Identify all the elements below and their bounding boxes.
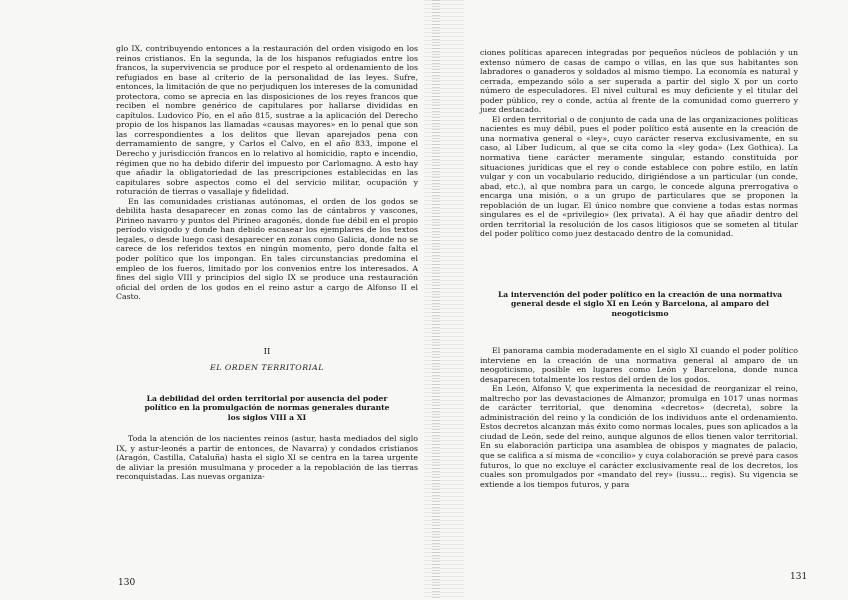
chapter-number: II: [263, 347, 271, 357]
subheading: La intervención del poder político en la creación de una normativa general desde el siglo XI en León y Barcelona, al amparo del neogoticismo: [497, 290, 783, 318]
paragraph: En las comunidades cristianas autónomas, el orden de los godos se debilita hasta desaparecer en zonas como las de cántabros y vascones, Pirineo navarro y puntos del Pirineo aragonés, donde fue débil en el propio período visigodo y donde han debido escasear los ejemplares de los textos legales, o desde luego casi desaparecer en zonas como Galicia, donde no se carece de los referidos textos en ningún momento, pero donde falta el poder político que los impongan. En tales circunstancias predomina el empleo de los fueros, limitado por los convenios entre los interesados. A fines del siglo VIII y principios del siglo IX se produce una restauración oficial del orden de los godos en el reino astur a cargo de Alfonso II el Casto.: [116, 196, 418, 302]
paragraph: ciones políticas aparecen integradas por pequeños núcleos de población y un extenso número de casas de campo o villas, en las que sus habitantes son labradores o ganaderos y soldados al mismo tiempo. La economía es natural y cerrada, empezando sólo a ser superada a partir del siglo X por un corto número de especuladores. El nivel cultural es muy deficiente y el titular del poder público, rey o conde, actúa al frente de la comunidad como guerrero y juez destacado.: [480, 48, 798, 115]
left-body-text-bottom: [116, 434, 418, 482]
paragraph: El orden territorial o de conjunto de cada una de las organizaciones políticas nacientes es muy débil, pues el poder político está ausente en la creación de una normativa general o «ley», cuyo carácter reserva exclusivamente, en su caso, al Liber Iudicum, al que se cita como la «ley goda» (Lex Gothica). La normativa tiene carácter meramente singular, estando constituida por situaciones jurídicas que el rey o conde establece con pobre estilo, en latín vulgar y con un vocabulario reducido, dirigiéndose a un particular (un conde, abad, etc.), al que nombra para un cargo, le concede alguna prerrogativa o encarga una misión, o a un grupo de particulares que se proponen la repoblación de un lugar. El único nombre que conviene a todas estas normas singulares es el de «privilegio» (lex privata). A él hay que añadir dentro del orden territorial la resolución de los casos litigiosos que se someten al titular del poder político como juez destacado dentro de la comunidad.: [480, 114, 798, 239]
paragraph: Toda la atención de los nacientes reinos (astur, hasta mediados del siglo IX, y astur-leonés a partir de entonces, de Navarra) y condados cristianos (Aragón, Castilla, Cataluña) hasta el siglo XI se centra en la tarea urgente de aliviar la presión musulmana y proceder a la repoblación de las tierras reconquistadas. Las nuevas organiza-: [116, 434, 418, 482]
subheading: La debilidad del orden territorial por ausencia del poder político en la promulgación de normas generales durante los siglos VIII a XI: [144, 394, 390, 422]
left-body-text-top: [116, 44, 418, 302]
section-title: EL ORDEN TERRITORIAL: [210, 363, 324, 372]
page-number: 131: [790, 572, 808, 582]
page-edge: [432, 0, 440, 600]
paragraph: glo IX, contribuyendo entonces a la restauración del orden visigodo en los reinos cristianos. En la segunda, la de los hispanos refugiados entre los francos, la supervivencia se produce por el respeto al ordenamiento de los refugiados en base al criterio de la personalidad de las leyes. Sufre, entonces, la limitación de que no perjudiquen los intereses de la comunidad protectora, como se aprecia en las disposiciones de los reyes francos que reciben el nombre genérico de capitulares por hallarse divididas en capítulos. Ludovico Pío, en el año 815, sustrae a la aplicación del Derecho propio de los hispanos las llamadas «causas mayores» en lo penal que son las correspondientes a los delitos que llevan aparejados pena con derramamiento de sangre, y Carlos el Calvo, en el año 833, impone el Derecho y jurisdicción francos en lo relativo al homicidio, rapto e incendio, régimen que no ha debido diferir del impuesto por Carlomagno. A esto hay que añadir la obligatoriedad de las prescripciones establecidas en las capitulares sobre aspectos como el del servicio militar, ocupación y roturación de tierras o vasallaje y fidelidad.: [116, 44, 418, 197]
page-number: 130: [118, 578, 136, 588]
book-gutter: [424, 0, 464, 600]
paragraph: En León, Alfonso V, que experimenta la necesidad de reorganizar el reino, maltrecho por las devastaciones de Almanzor, promulga en 1017 unas normas de carácter territorial, que denomina «decretos» (decreta), sobre la administración del reino y la condición de los individuos ante el ordenamiento. Estos decretos alcanzan más éxito como normas locales, pues son aplicados a la ciudad de León, sede del reino, aunque algunos de ellos tienen valor territorial. En su elaboración participa una asamblea de obispos y magnates de palacio, que se califica a sí misma de «concilio» y cuya colaboración se prevé para casos futuros, lo que no excluye el carácter exclusivamente real de los decretos, los cuales son promulgados por «mandato del rey» (iussu... regis). Su vigencia se extiende a los tiempos futuros, y para: [480, 384, 798, 489]
right-body-text-bottom: [480, 346, 798, 489]
right-body-text-top: [480, 48, 798, 239]
paragraph: El panorama cambia moderadamente en el siglo XI cuando el poder político interviene en la creación de una normativa general al amparo de un neogoticismo, posible en lugares como León y Barcelona, donde nunca desaparecen totalmente los restos del orden de los godos.: [480, 346, 798, 384]
